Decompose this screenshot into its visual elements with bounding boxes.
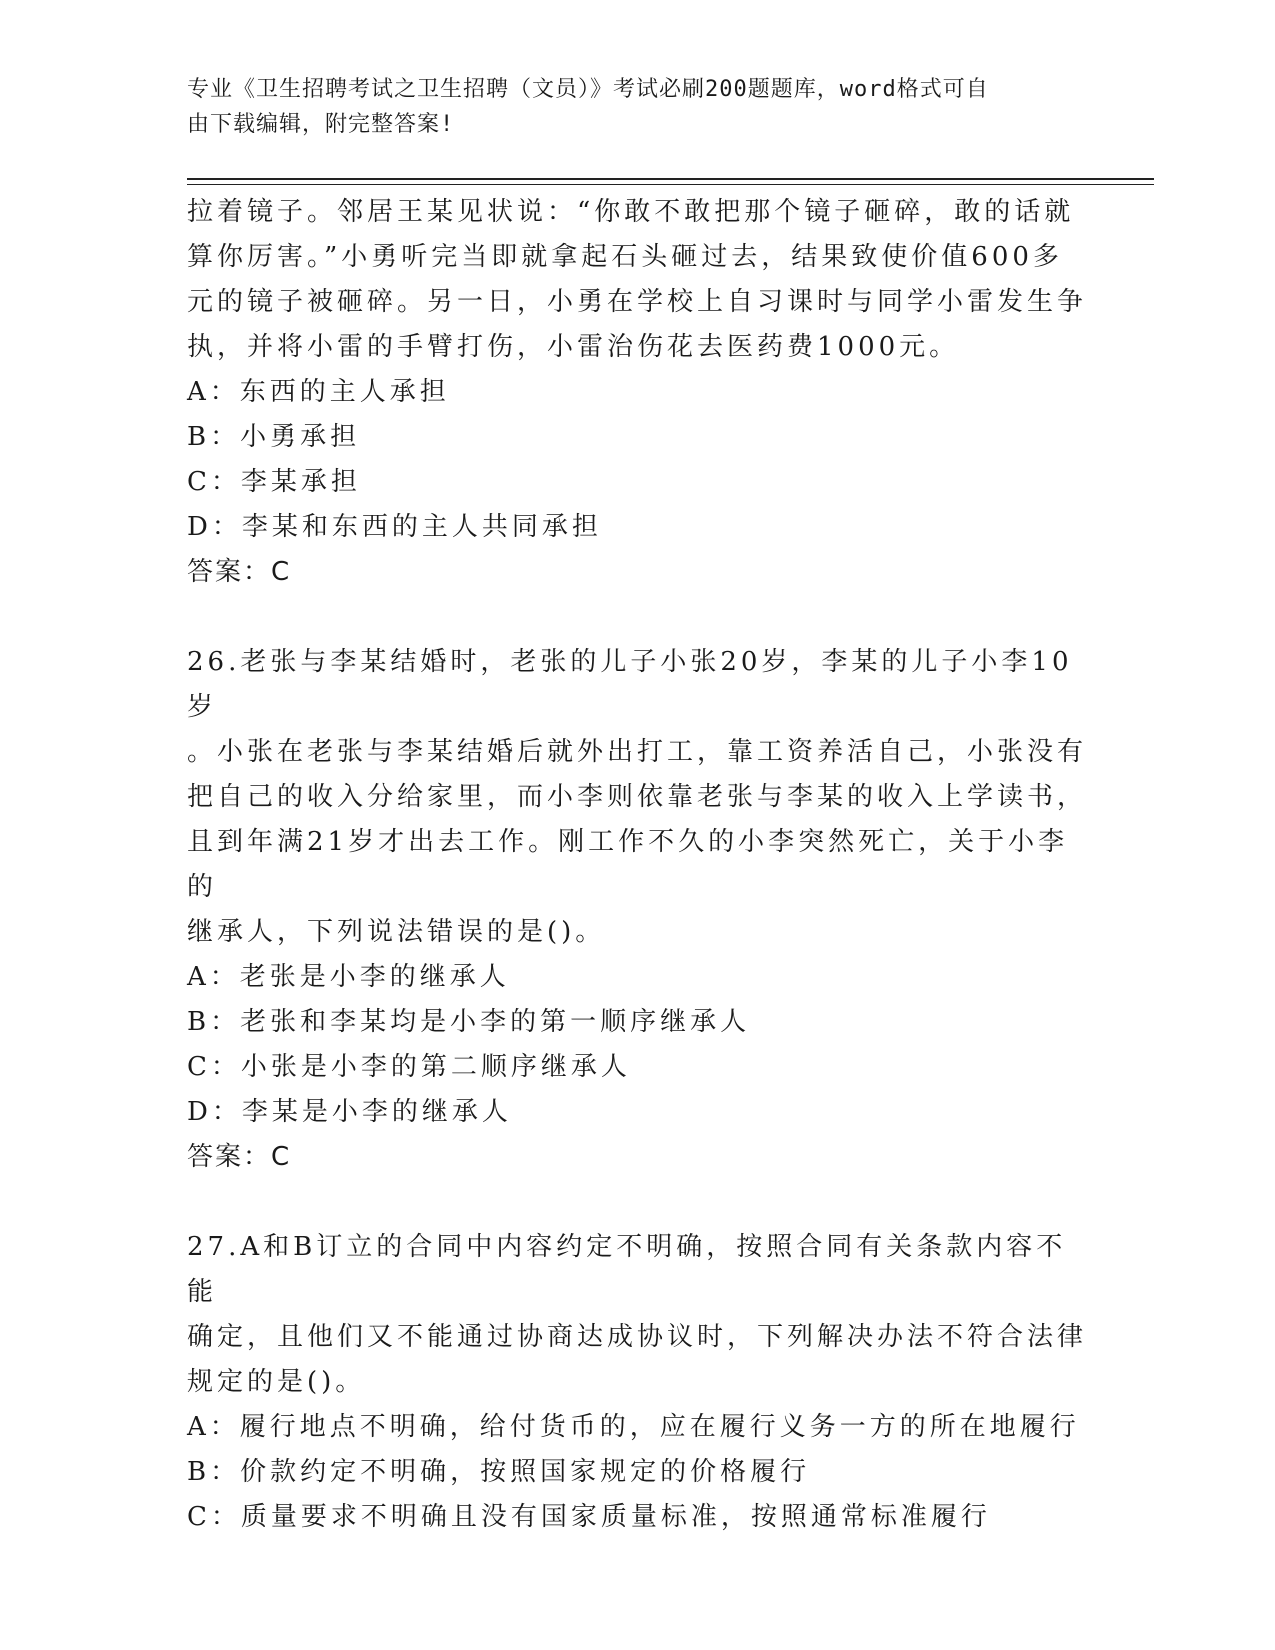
document-body (187, 190, 1087, 1540)
question-text-line: 规定的是()。 (187, 1367, 366, 1397)
question-text-line: 拉着镜子。邻居王某见状说：“你敢不敢把那个镜子砸碎，敢的话就 (187, 197, 1075, 227)
question-text-line: 确定，且他们又不能通过协商达成协议时，下列解决办法不符合法律 (187, 1322, 1088, 1352)
option-b: B：价款约定不明确，按照国家规定的价格履行 (187, 1457, 811, 1487)
spacer (187, 1180, 1087, 1225)
question-text-line: 执，并将小雷的手臂打伤，小雷治伤花去医药费1000元。 (187, 332, 960, 362)
option-d: D：李某是小李的继承人 (187, 1097, 512, 1127)
question-text-line: 元的镜子被砸碎。另一日，小勇在学校上自习课时与同学小雷发生争 (187, 287, 1088, 317)
question-text-line: 算你厉害。”小勇听完当即就拿起石头砸过去，结果致使价值600多 (187, 242, 1063, 272)
spacer (187, 595, 1087, 640)
answer: 答案：C (187, 1142, 292, 1172)
question-text-line: 把自己的收入分给家里，而小李则依靠老张与李某的收入上学读书， (187, 782, 1088, 812)
question-27 (187, 1225, 1087, 1540)
question-text-line: 26.老张与李某结婚时，老张的儿子小张20岁，李某的儿子小李10岁 (187, 647, 1073, 722)
option-a: A：东西的主人承担 (187, 377, 450, 407)
option-a: A：老张是小李的继承人 (187, 962, 510, 992)
option-c: C：李某承担 (187, 467, 361, 497)
option-c: C：小张是小李的第二顺序继承人 (187, 1052, 631, 1082)
header-divider-thick (187, 178, 1154, 180)
option-a: A：履行地点不明确，给付货币的，应在履行义务一方的所在地履行 (187, 1412, 1080, 1442)
question-text-line: 继承人，下列说法错误的是()。 (187, 917, 606, 947)
option-c: C：质量要求不明确且没有国家质量标准，按照通常标准履行 (187, 1502, 991, 1532)
document-header (187, 72, 1067, 142)
question-text-line: 27.A和B订立的合同中内容约定不明确，按照合同有关条款内容不能 (187, 1232, 1067, 1307)
option-b: B：小勇承担 (187, 422, 361, 452)
question-25 (187, 190, 1087, 595)
question-text-line: 且到年满21岁才出去工作。刚工作不久的小李突然死亡，关于小李的 (187, 827, 1069, 902)
answer: 答案：C (187, 557, 292, 587)
header-divider-thin (187, 184, 1154, 185)
question-text-line: 。小张在老张与李某结婚后就外出打工，靠工资养活自己，小张没有 (187, 737, 1088, 767)
option-d: D：李某和东西的主人共同承担 (187, 512, 602, 542)
header-line-1: 专业《卫生招聘考试之卫生招聘（文员）》考试必刷200题题库，word格式可自 (187, 77, 989, 102)
question-26 (187, 640, 1087, 1180)
header-line-2: 由下载编辑，附完整答案! (187, 112, 455, 137)
option-b: B：老张和李某均是小李的第一顺序继承人 (187, 1007, 751, 1037)
